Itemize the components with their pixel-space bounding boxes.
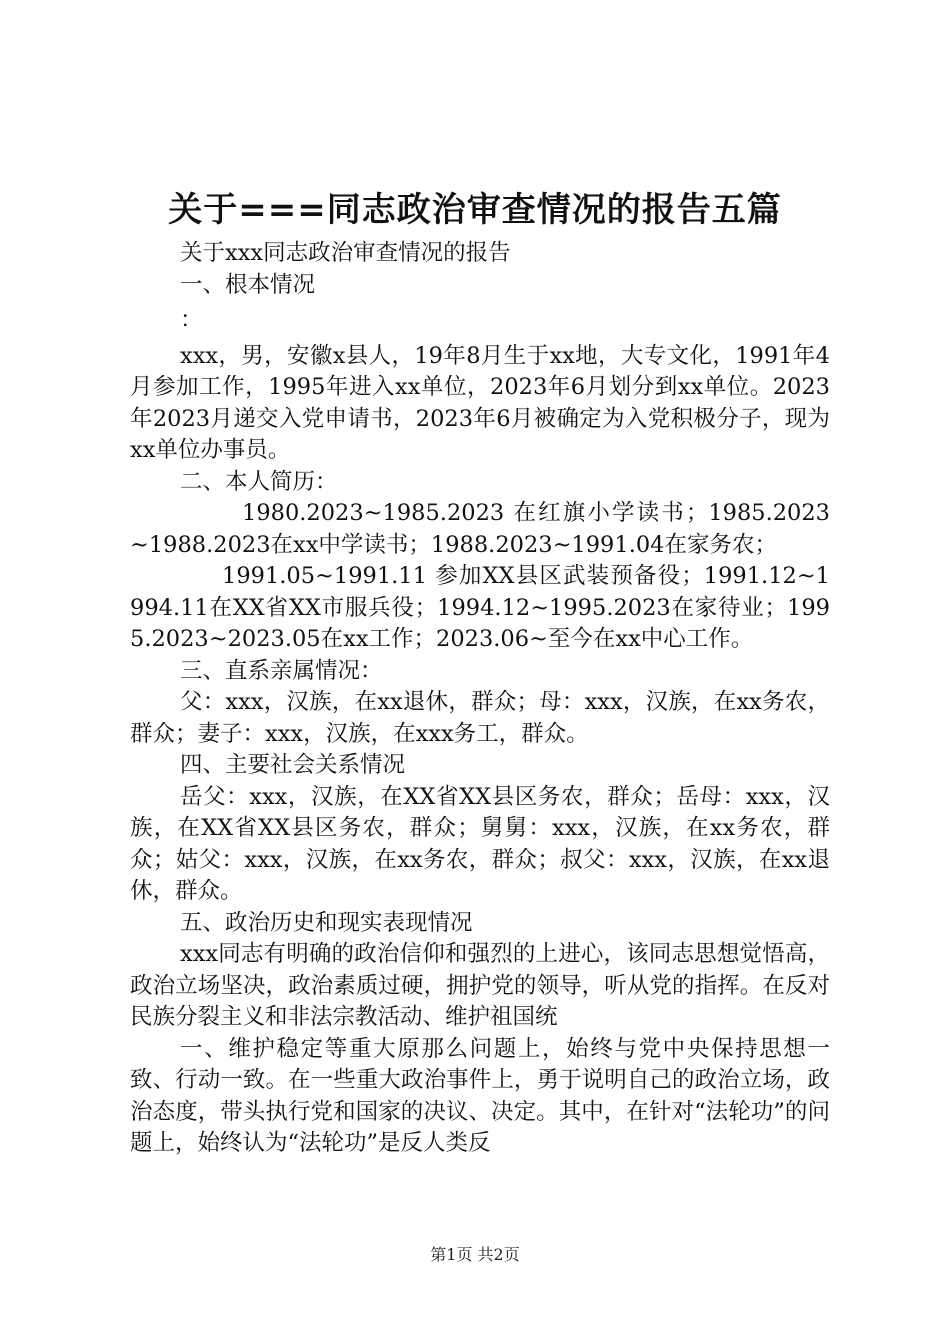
section-heading-basic-info: 一、根本情况 <box>180 271 316 298</box>
paragraph-basic-info: xxx，男，安徽x县人，19年8月生于xx地，大专文化，1991年4月参加工作，1995年进入xx单位，2023年6月划分到xx单位。2023年2023月递交入党申请书，2023年6月被确定为入党积极分子，现为xx单位办事员。 <box>130 342 830 463</box>
paragraph-relatives: 父：xxx，汉族，在xx退休，群众；母：xxx，汉族，在xx务农，群众；妻子：xxx，汉族，在xxx务工，群众。 <box>130 689 830 747</box>
paragraph-social: 岳父：xxx，汉族，在XX省XX县区务农，群众；岳母：xxx，汉族，在XX省XX县区务农，群众；舅舅：xxx，汉族，在xx务农，群众；姑父：xxx，汉族，在xx务农，群众；叔父：xxx，汉族，在xx退休，群众。 <box>130 783 830 904</box>
paragraph-political-2: 一、维护稳定等重大原那么问题上，始终与党中央保持思想一致、行动一致。在一些重大政治事件上，勇于说明自己的政治立场，政治态度，带头执行党和国家的决议、决定。其中，在针对“法轮功”的问题上，始终认为“法轮功”是反人类反 <box>130 1035 830 1156</box>
document-title: 关于===同志政治审查情况的报告五篇 <box>168 190 782 230</box>
section-heading-social: 四、主要社会关系情况 <box>180 752 406 778</box>
section-heading-resume: 二、本人简历： <box>180 468 338 495</box>
paragraph-resume-1: 1980.2023~1985.2023 在红旗小学读书；1985.2023~1988.2023在xx中学读书；1988.2023~1991.04在家务农； <box>130 500 830 558</box>
page-footer: 第1页 共2页 <box>430 1245 520 1264</box>
report-subtitle: 关于xxx同志政治审查情况的报告 <box>180 240 511 266</box>
document-body <box>130 238 830 1160</box>
section-heading-political: 五、政治历史和现实表现情况 <box>180 909 473 936</box>
paragraph-resume-2: 1991.05~1991.11 参加XX县区武装预备役；1991.12~1994.11在XX省XX市服兵役；1994.12~1995.2023在家待业；1995.2023~2023.05在xx工作；2023.06~至今在xx中心工作。 <box>130 563 830 652</box>
paragraph-political-1: xxx同志有明确的政治信仰和强烈的上进心，该同志思想觉悟高，政治立场坚决，政治素质过硬，拥护党的领导，听从党的指挥。在反对民族分裂主义和非法宗教活动、维护祖国统 <box>130 941 830 1030</box>
section-heading-relatives: 三、直系亲属情况： <box>180 657 383 684</box>
colon-line: ： <box>180 307 203 333</box>
